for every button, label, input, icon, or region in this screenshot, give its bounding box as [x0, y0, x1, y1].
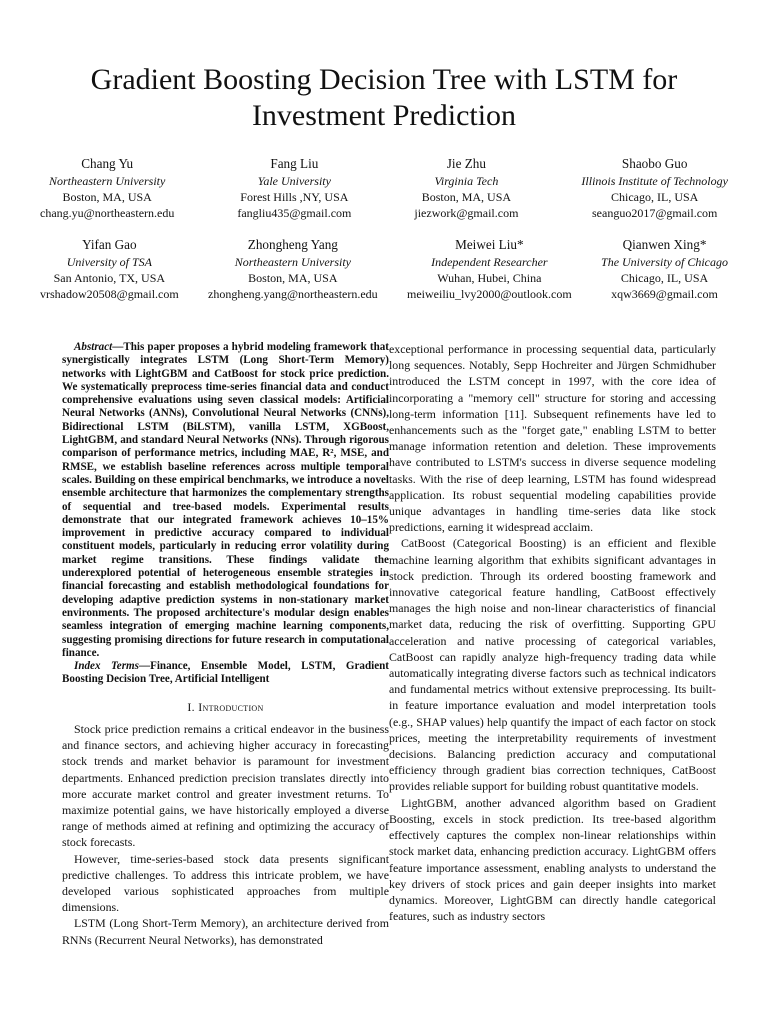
body-paragraph: exceptional performance in processing sequential data, particularly long sequences. Notably, Sepp Hochreiter and Jürgen Schmidhuber introduced the LSTM concept in 1997, with the core idea of incorporating a "memory cell" structure for storing and accessing long-term information [11]. Subsequent refinements have led to enhancements such as the "forget gate," enabling LSTM to better manage information retention and deletion. These improvements have contributed to LSTM's success in diverse sequence modeling tasks. With the rise of deep learning, LSTM has found widespread application. Its robust sequential modeling capabilities provide unique advantages in handling time-series data like stock predictions, earning it widespread acclaim.: [389, 342, 716, 535]
right-column: [389, 341, 716, 924]
author-email: seanguo2017@gmail.com: [592, 206, 718, 221]
author-name: Qianwen Xing*: [622, 237, 707, 252]
author-location: Chicago, IL, USA: [611, 190, 699, 205]
author-affiliation: University of TSA: [66, 255, 153, 269]
author-email: jiezwork@gmail.com: [414, 206, 519, 221]
paper-title: [40, 62, 728, 134]
author-email: chang.yu@northeastern.edu: [40, 206, 175, 221]
abstract-lead: Abstract: [74, 341, 113, 353]
body-paragraph: LightGBM, another advanced algorithm based on Gradient Boosting, excels in stock prediction. Its tree-based algorithm effectively captures the complex non-linear relationships within stock market data, enhancing prediction accuracy. LightGBM offers feature importance assessment, enabling analysts to understand the key drivers of stock prices and gain deeper insights into market dynamics. Moreover, LightGBM can directly handle categorical features, such as industry sectors: [389, 795, 716, 924]
author-block: [581, 155, 728, 222]
author-affiliation: The University of Chicago: [601, 255, 728, 269]
author-name: Jie Zhu: [446, 156, 486, 171]
author-row-1: [40, 155, 728, 222]
author-location: Boston, MA, USA: [421, 190, 512, 205]
author-email: fangliu435@gmail.com: [237, 206, 352, 221]
author-affiliation: Northeastern University: [234, 255, 352, 269]
abstract: [62, 341, 389, 660]
author-name: Yifan Gao: [82, 237, 137, 252]
author-block: [237, 155, 351, 222]
index-terms-lead: Index Terms: [74, 660, 139, 673]
author-name: Fang Liu: [270, 156, 319, 171]
body-paragraph: However, time-series-based stock data presents significant predictive challenges. To address this intricate problem, we have developed various sophisticated approaches from multiple dimensions.: [62, 851, 389, 915]
author-location: Chicago, IL, USA: [620, 271, 709, 286]
abstract-text: —This paper proposes a hybrid modeling framework that synergistically integrates LSTM (Long Short-Term Memory) networks with LightGBM and CatBoost for stock price prediction. We systematically preprocess time-series financial data and conduct comprehensive evaluations using seven classical models: Artificial Neural Networks (ANNs), Convolutional Neural Networks (CNNs), Bidirectional LSTM (BiLSTM), vanilla LSTM, XGBoost, LightGBM, and standard Neural Networks (NNs). Through rigorous comparison of performance metrics, including MAE, R², MSE, and RMSE, we establish baseline references across multiple temporal scales. Building on these empirical benchmarks, we introduce a novel ensemble architecture that harmonizes the complementary strengths of sequential and tree-based models. Experimental results demonstrate that our integrated framework achieves 10–15% improvement in predictive accuracy compared to individual constituent models, particularly in reducing error volatility during market regime transitions. These findings validate the underexplored potential of heterogeneous ensemble strategies in financial forecasting and establish methodological foundations for developing adaptive prediction systems in non-stationary market environments. The proposed architecture's modular design enables seamless integration of emerging machine learning components, suggesting promising directions for future research in computational finance.: [62, 341, 389, 659]
author-row-2: [40, 236, 728, 303]
section-heading-introduction: [62, 699, 389, 715]
author-email: meiweiliu_lvy2000@outlook.com: [407, 287, 572, 302]
title-line-2: Investment Prediction: [251, 99, 517, 132]
author-name: Shaobo Guo: [621, 156, 688, 171]
author-block: [40, 236, 179, 303]
author-location: San Antonio, TX, USA: [53, 271, 166, 286]
author-block: [208, 236, 378, 303]
index-terms: [62, 660, 389, 687]
author-email: zhongheng.yang@northeastern.edu: [208, 287, 378, 302]
author-affiliation: Northeastern University: [49, 174, 166, 188]
author-affiliation: Virginia Tech: [434, 174, 499, 188]
title-line-1: Gradient Boosting Decision Tree with LSTM for: [90, 63, 678, 96]
index-terms-text: —Finance, Ensemble Model, LSTM, Gradient Boosting Decision Tree, Artificial Intelligent: [62, 660, 389, 686]
author-name: Meiwei Liu*: [455, 237, 524, 252]
author-email: vrshadow20508@gmail.com: [40, 287, 179, 302]
author-location: Wuhan, Hubei, China: [437, 271, 542, 286]
author-block: [601, 236, 728, 303]
author-email: xqw3669@gmail.com: [611, 287, 718, 302]
section-number: I.: [187, 699, 195, 714]
author-affiliation: Independent Researcher: [431, 255, 548, 269]
section-title: Introduction: [198, 699, 264, 714]
author-block: [40, 155, 174, 222]
author-block: [407, 236, 572, 303]
body-paragraph: CatBoost (Categorical Boosting) is an efficient and flexible machine learning algorithm that exhibits significant advantages in stock prediction. Through its ordered boosting framework and innovative categorical feature handling, CatBoost effectively manages the high noise and non-linear characteristics of financial market data, reducing the risk of overfitting. Supporting GPU acceleration and native processing of categorical variables, CatBoost can rapidly analyze high-frequency trading data while automatically integrating diverse factors such as technical indicators and fundamental metrics without extensive preprocessing. Its built-in feature importance evaluation and model interpretation tools (e.g., SHAP values) help quantify the impact of each factor on stock prices, meeting the interpretability requirements of investment decisions. Balancing prediction accuracy and computational efficiency through gradient bias correction techniques, CatBoost provides reliable support for building robust quantitative models.: [389, 536, 716, 794]
author-affiliation: Yale University: [257, 174, 331, 188]
author-affiliation: Illinois Institute of Technology: [581, 174, 728, 188]
author-location: Boston, MA, USA: [62, 190, 152, 205]
author-block: [414, 155, 518, 222]
author-name: Chang Yu: [81, 156, 134, 171]
body-paragraph: LSTM (Long Short-Term Memory), an architecture derived from RNNs (Recurrent Neural Networks), has demonstrated: [62, 916, 389, 947]
author-name: Zhongheng Yang: [247, 237, 338, 252]
body-paragraph: Stock price prediction remains a critical endeavor in the business and finance sectors, and achieving higher accuracy in forecasting stock trends and market behavior is paramount for investment departments. Enhanced prediction precision translates directly into more accurate market control and greater investment returns. To maximize potential gains, we have historically employed a diverse range of methods aimed at refining and optimizing the accuracy of stock forecasts.: [62, 721, 389, 850]
left-column: [62, 341, 389, 948]
author-location: Boston, MA, USA: [248, 271, 338, 286]
author-location: Forest Hills ,NY, USA: [240, 190, 349, 205]
